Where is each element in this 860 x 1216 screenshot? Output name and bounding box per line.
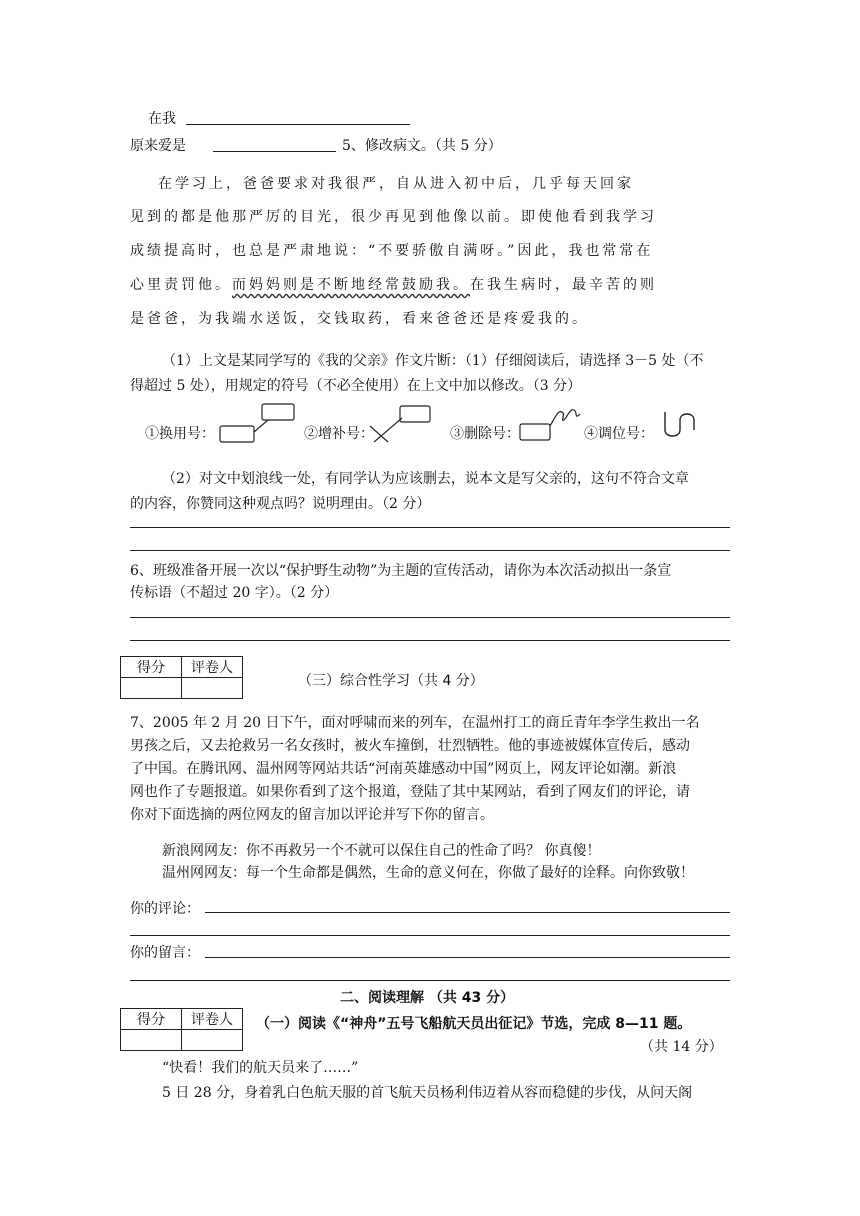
score-cell[interactable] xyxy=(121,678,182,699)
passage-line-5: 是爸爸，为我端水送饭，交钱取药，看来爸爸还是疼爱我的。 xyxy=(130,311,589,327)
question-5-title: 5、修改病文。（共 5 分） xyxy=(342,138,502,154)
grader-header: 评卷人 xyxy=(182,1009,243,1030)
passage-line-4-c: 在我生病时，最辛苦的则 xyxy=(470,277,657,293)
q5-2-line-a: （2）对文中划浪线一处，有同学认为应该删去，说本文是写父亲的，这句不符合文章 xyxy=(162,471,689,487)
reading-1-points: （共 14 分） xyxy=(640,1039,723,1055)
score-header: 得分 xyxy=(121,1009,182,1030)
q6-line-b: 传标语（不超过 20 字）。（2 分） xyxy=(130,585,339,601)
symbol-label-replace: ①换用号： xyxy=(145,426,215,442)
section-3-title: （三）综合性学习（共 4 分） xyxy=(298,673,484,689)
symbol-label-transpose: ④调位号： xyxy=(584,426,654,442)
blank-2[interactable] xyxy=(213,151,336,152)
message-extra-line[interactable] xyxy=(130,980,730,981)
q5-1-line-b: 得超过 5 处），用规定的符号（不必全使用）在上文中加以修改。（3 分） xyxy=(130,378,582,394)
reading-line-2: 5 日 28 分，身着乳白色航天服的首飞航天员杨利伟迈着从容而稳健的步伐，从问天阁 xyxy=(162,1085,693,1101)
answer-line-q5-2[interactable] xyxy=(130,550,730,551)
q7-line-d: 网也作了专题报道。如果你看到了这个报道，登陆了其中某网站，看到了网友们的评论，请 xyxy=(130,784,690,800)
passage-line-2: 见到的都是他那严厉的目光，很少再见到他像以前。即使他看到我学习 xyxy=(130,209,657,225)
symbol-label-insert: ②增补号： xyxy=(304,426,374,442)
q6-line-a: 6、班级准备开展一次以“保护野生动物”为主题的宣传活动，请你为本次活动拟出一条宣 xyxy=(130,563,672,579)
answer-line-q5-1[interactable] xyxy=(130,527,730,528)
q7-line-a: 7、2005 年 2 月 20 日下午，面对呼啸而来的列车，在温州打工的商丘青年李学生救出一名 xyxy=(130,715,700,731)
insert-symbol-icon xyxy=(368,404,434,444)
q5-1-line-a: （1）上文是某同学写的《我的父亲》作文片断：（1）仔细阅读后，请选择 3－5 处（不 xyxy=(162,353,704,369)
q7-line-c: 了中国。在腾讯网、温州网等网站共话“河南英雄感动中国”网页上，网友评论如潮。新浪 xyxy=(130,761,677,777)
score-table-1 xyxy=(120,656,243,699)
wenzhou-comment: 温州网网友：每一个生命都是偶然，生命的意义何在，你做了最好的诠释。向你致敬！ xyxy=(162,865,694,881)
replace-symbol-icon xyxy=(218,402,298,444)
q7-line-b: 男孩之后，又去抢救另一名女孩时，被火车撞倒，壮烈牺牲。他的事迹被媒体宣传后，感动 xyxy=(130,738,690,754)
reading-line-1: “快看！我们的航天员来了……” xyxy=(162,1060,359,1076)
part-2-title: 二、阅读理解 （共 43 分） xyxy=(340,990,515,1006)
reading-1-title: （一）阅读《“神舟”五号飞船航天员出征记》节选，完成 8—11 题。 xyxy=(256,1016,692,1032)
your-message-input[interactable] xyxy=(205,957,730,958)
symbol-label-delete: ③删除号： xyxy=(450,426,520,442)
sina-comment: 新浪网网友：你不再救另一个不就可以保住自己的性命了吗？ 你真傻！ xyxy=(162,843,601,859)
your-comment-label: 你的评论： xyxy=(130,901,200,917)
q5-2-line-b: 的内容，你赞同这种观点吗？说明理由。（2 分） xyxy=(130,496,431,512)
your-message-label: 你的留言： xyxy=(130,945,200,961)
grader-cell[interactable] xyxy=(182,678,243,699)
grader-header: 评卷人 xyxy=(182,657,243,678)
grader-cell[interactable] xyxy=(182,1030,243,1051)
answer-line-q6-1[interactable] xyxy=(130,617,730,618)
passage-line-3: 成绩提高时，也总是严肃地说：“不要骄傲自满呀。”因此，我也常常在 xyxy=(130,243,654,259)
passage-line-1: 在学习上，爸爸要求对我很严，自从进入初中后，几乎每天回家 xyxy=(158,176,634,192)
line-yuanlai: 原来爱是 xyxy=(130,138,186,154)
passage-line-4 xyxy=(130,274,657,294)
wavy-underlined-sentence: 而妈妈则是不断地经常鼓励我。 xyxy=(232,277,470,293)
your-comment-input[interactable] xyxy=(205,912,730,913)
answer-line-q6-2[interactable] xyxy=(130,640,730,641)
comment-extra-line[interactable] xyxy=(130,935,730,936)
score-cell[interactable] xyxy=(121,1030,182,1051)
delete-symbol-icon xyxy=(518,400,584,444)
passage-line-4-a: 心里责罚他。 xyxy=(130,277,232,293)
q7-line-e: 你对下面选摘的两位网友的留言加以评论并写下你的留言。 xyxy=(130,807,494,823)
score-table-2 xyxy=(120,1008,243,1051)
line-zaiwo: 在我 xyxy=(148,111,176,127)
score-header: 得分 xyxy=(121,657,182,678)
blank-1[interactable] xyxy=(186,124,410,125)
transpose-symbol-icon xyxy=(662,410,714,440)
